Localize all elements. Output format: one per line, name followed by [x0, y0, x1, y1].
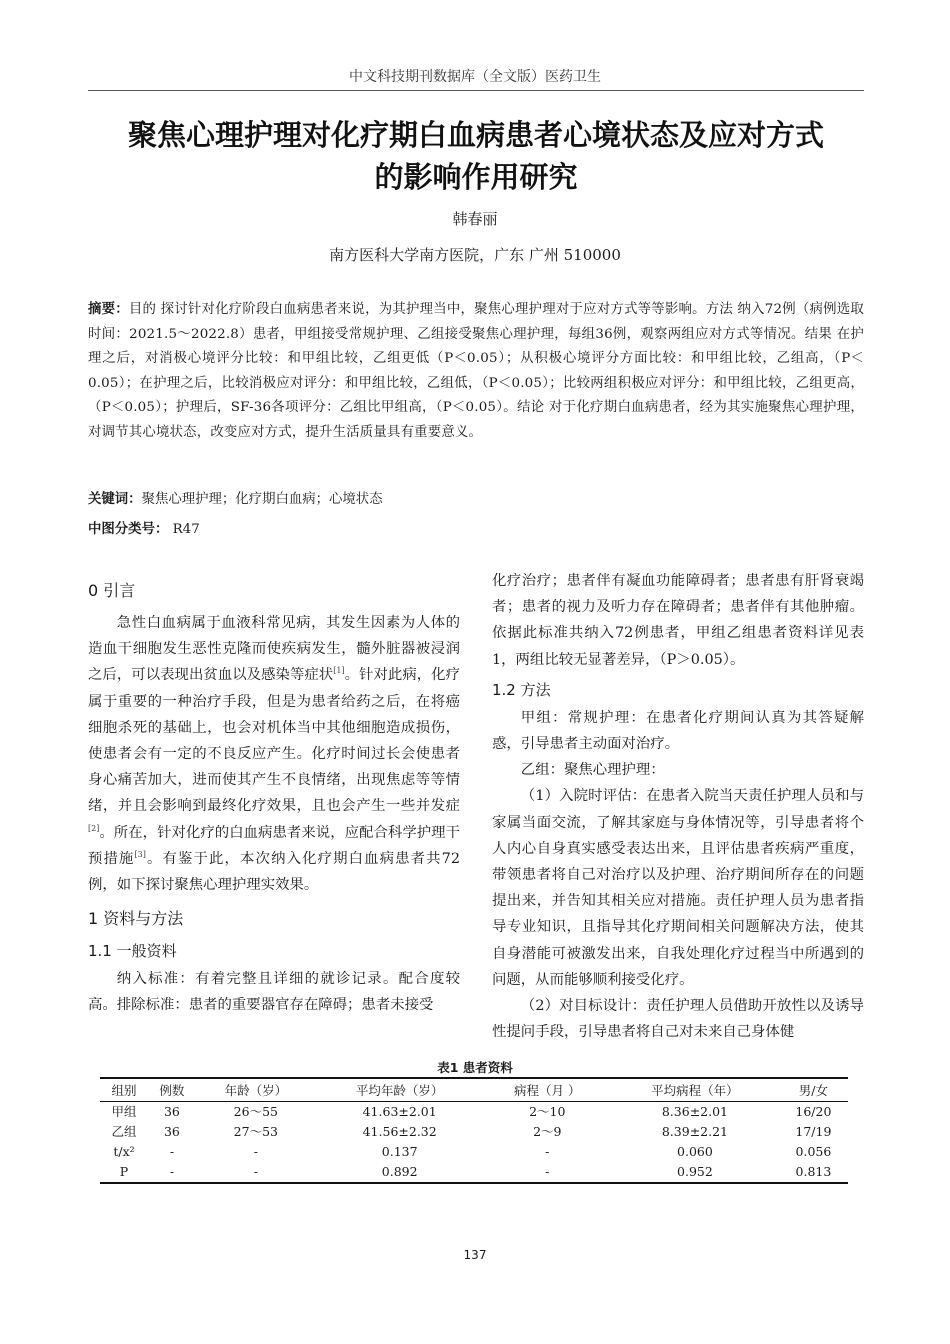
- header-cell: 例数: [148, 1078, 196, 1102]
- patient-data-table: [100, 1077, 848, 1184]
- table-cell: 0.813: [779, 1162, 848, 1183]
- citation-1[interactable]: [1]: [333, 666, 345, 676]
- table-cell: -: [196, 1162, 316, 1183]
- keywords-label: 关键词：: [88, 492, 142, 507]
- table-cell: -: [169, 1144, 175, 1159]
- table-cell: 0.952: [611, 1162, 779, 1183]
- keywords-text: 聚焦心理护理；化疗期白血病；心境状态: [141, 492, 383, 507]
- author: 韩春丽: [452, 210, 498, 228]
- criteria-paragraph-cont: 化疗治疗；患者伴有凝血功能障碍者；患者患有肝肾衰竭者；患者的视力及听力存在障碍者；患者伴有其他肿瘤。依据此标准共纳入72例患者，甲组乙组患者资料详见表1，两组比较无显著差异，（P＞0.05）。: [492, 573, 864, 668]
- header-cell: 平均年龄（岁）: [316, 1078, 484, 1102]
- table-cell: P: [100, 1162, 148, 1183]
- header-cell: 平均病程（年）: [611, 1078, 779, 1102]
- section-heading-intro: 0 引言: [88, 581, 136, 600]
- header-rule: [88, 90, 864, 91]
- table-row: [100, 1142, 848, 1162]
- abstract-text: 目的 探讨针对化疗阶段白血病患者来说，为其护理当中，聚焦心理护理对于应对方式等等影响。方法 纳入72例（病例选取时间：2021.5～2022.8）患者，甲组接受常规护理、乙组接受聚焦心理护理，每组36例，观察两组应对方式等情况。结果 在护理之后，对消极心境评分比较：和甲组比较，乙组更低（P＜0.05）；从积极心境评分方面比较：和甲组比较，乙组高，（P＜0.05）；在护理之后，比较消极应对评分：和甲组比较，乙组低，（P＜0.05）；比较两组积极应对评分：和甲组比较，乙组更高，（P＜0.05）；护理后，SF-36各项评分：乙组比甲组高，（P＜0.05）。结论 对于化疗期白血病患者，经为其实施聚焦心理护理，对调节其心境状态，改变应对方式，提升生活质量具有重要意义。: [88, 302, 864, 440]
- table-cell: 17/19: [795, 1124, 832, 1139]
- paper-title: [80, 114, 872, 198]
- table-cell: 乙组: [111, 1124, 137, 1139]
- group-b-paragraph: 乙组：聚焦心理护理：: [520, 762, 665, 779]
- abstract: [88, 298, 864, 446]
- header-cell: 病程（月 ）: [484, 1078, 611, 1102]
- table-cell: 0.137: [381, 1144, 418, 1159]
- table-row: [100, 1122, 848, 1142]
- section-heading-methods: 1 资料与方法: [88, 909, 184, 929]
- table-row: [100, 1162, 848, 1183]
- citation-2[interactable]: [2]: [88, 823, 100, 833]
- intro-text-d: 。有鉴于此，本次纳入化疗期白血病患者共72例，如下探讨聚焦心理护理实效果。: [88, 850, 460, 894]
- table-cell: 16/20: [795, 1104, 832, 1119]
- table-cell: 甲组: [111, 1104, 137, 1119]
- intro-text-b: 。针对此病，化疗属于重要的一种治疗手段，但是为患者给药之后，在将癌细胞杀死的基础上，也会对机体当中其他细胞造成损伤，使患者会有一定的不良反应产生。化疗时间过长会使患者身心痛苦加大，进而使其产生不良情绪，出现焦虑等等情绪，并且会影响到最终化疗效果，且也会产生一些并发症: [88, 667, 460, 815]
- table-header-row: [100, 1078, 848, 1102]
- admission-assessment-paragraph: （1）入院时评估：在患者入院当天责任护理人员和与家属当面交流，了解其家庭与身体情况等，引导患者将个人内心自身真实感受表达出来，且评估患者疾病严重度，带领患者将自己对治疗以及护理、治疗期间所存在的问题提出来，并告知其相关应对措施。责任护理人员为患者指导专业知识，且指导其化疗期间相关问题解决方法，使其自身潜能可被激发出来，自我处理化疗过程当中所遇到的问题，从而能够顺利接受化疗。: [492, 788, 864, 988]
- page-number: 137: [463, 1248, 487, 1262]
- clc-text: R47: [168, 522, 200, 537]
- keywords: [88, 488, 864, 507]
- table-cell: 27～53: [233, 1124, 278, 1139]
- criteria-paragraph: 纳入标准：有着完整且详细的就诊记录。配合度较高。排除标准：患者的重要器官存在障碍；患者未接受: [88, 971, 460, 1014]
- header-cell: 年龄（岁）: [196, 1078, 316, 1102]
- table-cell: -: [545, 1144, 550, 1159]
- subsection-heading-general: 1.1 一般资料: [88, 942, 177, 961]
- table-cell: -: [484, 1162, 611, 1183]
- table-cell: 36: [163, 1124, 180, 1139]
- table-cell: 0.056: [795, 1144, 832, 1159]
- table-caption: 表1 患者资料: [437, 1060, 513, 1075]
- table-cell: 8.39±2.21: [661, 1124, 728, 1139]
- abstract-label: 摘要：: [88, 302, 129, 317]
- title-line-1: 聚焦心理护理对化疗期白血病患者心境状态及应对方式: [127, 118, 824, 152]
- table-cell: 2～10: [529, 1104, 566, 1119]
- table-cell: -: [148, 1162, 196, 1183]
- intro-text-c: 。所在，针对化疗的白血病患者来说，应配合科学护理干预措施: [88, 824, 460, 867]
- header-cell: 男/女: [779, 1078, 848, 1102]
- left-column: [88, 570, 460, 1019]
- group-a-paragraph: 甲组：常规护理：在患者化疗期间认真为其答疑解惑，引导患者主动面对治疗。: [492, 709, 864, 753]
- citation-3[interactable]: [3]: [134, 850, 146, 860]
- header-cell: 组别: [100, 1078, 148, 1102]
- table-cell: 8.36±2.01: [661, 1104, 728, 1119]
- table-cell: 41.63±2.01: [362, 1104, 437, 1119]
- table-cell: 41.56±2.32: [362, 1124, 437, 1139]
- affiliation: 南方医科大学南方医院，广东 广州 510000: [329, 246, 621, 264]
- table-cell: t/x²: [113, 1144, 135, 1159]
- table-cell: -: [253, 1144, 258, 1159]
- table-cell: 36: [163, 1104, 180, 1119]
- title-line-2: 的影响作用研究: [374, 160, 578, 194]
- intro-text-a: 急性白血病属于血液科常见病，其发生因素为人体的造血干细胞发生恶性克隆而使疾病发生，髓外脏器被浸润之后，可以表现出贫血以及感染等症状: [88, 615, 460, 684]
- goal-design-paragraph: （2）对目标设计：责任护理人员借助开放性以及诱导性提问手段，引导患者将自己对未来自己身体健: [492, 998, 864, 1041]
- clc-number: [88, 518, 864, 537]
- table-row: [100, 1102, 848, 1123]
- table-cell: 0.060: [677, 1144, 713, 1159]
- journal-header: 中文科技期刊数据库（全文版）医药卫生: [349, 69, 601, 85]
- subsection-heading-method: 1.2 方法: [492, 680, 551, 699]
- right-column: [492, 568, 864, 1045]
- intro-paragraph: [88, 610, 460, 898]
- table-cell: 0.892: [316, 1162, 484, 1183]
- table-cell: 2～9: [533, 1124, 562, 1139]
- table-cell: 26～55: [233, 1104, 278, 1119]
- clc-label: 中图分类号：: [88, 522, 169, 537]
